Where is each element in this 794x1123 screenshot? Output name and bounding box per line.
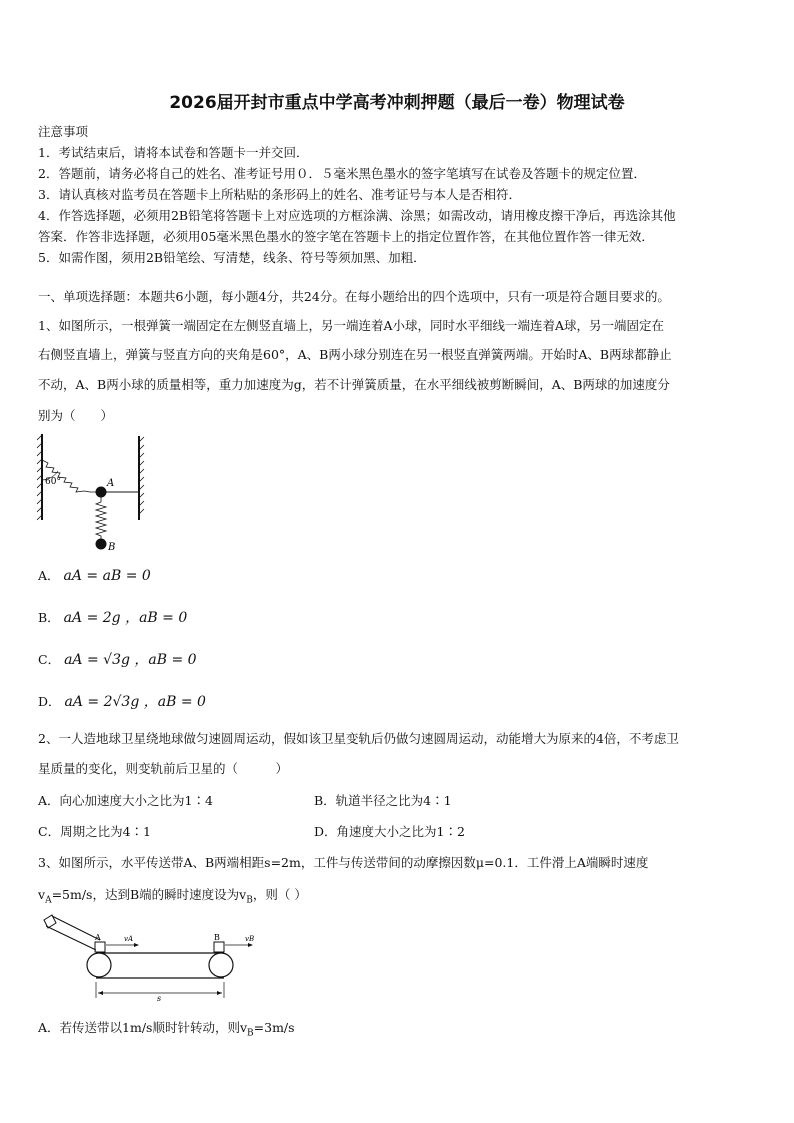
left-roller <box>87 953 111 977</box>
ball-a <box>96 487 107 498</box>
note-item: 2．答题前，请务必将自己的姓名、准考证号用０．５毫米黑色墨水的签字笔填写在试卷及答题卡的规定位置． <box>38 166 646 181</box>
q3-block-b-label: B <box>214 933 220 942</box>
q1-option-a[interactable] <box>38 566 151 584</box>
right-roller <box>209 953 233 977</box>
q1-text-line: 1、如图所示，一根弹簧一端固定在左侧竖直墙上，另一端连着A小球，同时水平细线一端连着A球，另一端固定在 <box>38 318 665 333</box>
q3-text: =5m/s，达到B端的瞬时速度设为v <box>51 887 247 902</box>
q1-option-expr: aA = 2√3g ，aB = 0 <box>64 694 206 710</box>
q1-option-letter: B． <box>38 610 60 625</box>
q1-option-expr: aA = 2g ，aB = 0 <box>63 610 188 626</box>
q2-text-line: 2、一人造地球卫星绕地球做匀速圆周运动，假如该卫星变轨后仍做匀速圆周运动，动能增大为原来的4倍，不考虑卫 <box>38 731 679 746</box>
note-item: 5．如需作图，须用2B铅笔绘、写清楚，线条、符号等须加黑、加粗． <box>38 250 426 265</box>
page-title: 2026届开封市重点中学高考冲刺押题（最后一卷）物理试卷 <box>169 93 625 113</box>
q1-option-d[interactable] <box>38 691 206 711</box>
q3-option-a[interactable] <box>38 1018 295 1039</box>
ball-b <box>96 539 107 550</box>
q3-conveyor-figure <box>38 912 260 1006</box>
q1-spring-figure <box>36 432 148 554</box>
q1-text-line: 不动，A、B两小球的质量相等，重力加速度为g，若不计弹簧质量，在水平细线被剪断瞬间，A、B两球的加速度分 <box>38 377 670 392</box>
ball-b-label: B <box>108 542 116 553</box>
q3-option-text: =3m/s <box>253 1020 295 1035</box>
note-item: 1．考试结束后，请将本试卷和答题卡一并交回． <box>38 145 309 160</box>
note-item: 3．请认真核对监考员在答题卡上所粘贴的条形码上的姓名、准考证号与本人是否相符． <box>38 187 521 202</box>
q2-option-a[interactable]: A．向心加速度大小之比为1∶4 <box>38 793 213 808</box>
q1-option-letter: A． <box>38 568 60 583</box>
q3-block-a-label: A <box>95 933 101 942</box>
q1-option-b[interactable] <box>38 607 187 627</box>
q3-va-label: vA <box>124 935 134 943</box>
q1-option-letter: C． <box>38 652 61 667</box>
note-item: 4．作答选择题，必须用2B铅笔将答题卡上对应选项的方框涂满、涂黑；如需改动，请用橡皮擦干净后，再选涂其他 <box>38 208 676 223</box>
q3-sub: A <box>45 895 52 906</box>
note-item: 答案．作答非选择题，必须用05毫米黑色墨水的签字笔在答题卡上的指定位置作答，在其他位置作答一律无效． <box>38 229 654 244</box>
q2-text-line: 星质量的变化，则变轨前后卫星的（ ） <box>38 761 289 776</box>
q1-text-line: 别为（ ） <box>38 408 114 423</box>
q1-option-expr: aA = √3g ，aB = 0 <box>64 652 197 668</box>
q1-option-expr: aA = aB = 0 <box>63 568 151 584</box>
ball-a-label: A <box>107 478 115 489</box>
q2-option-c[interactable]: C．周期之比为4∶1 <box>38 824 151 839</box>
q3-vb-label: vB <box>245 935 255 943</box>
q2-option-b[interactable]: B．轨道半径之比为4∶1 <box>314 793 452 808</box>
q3-var: v <box>38 887 46 902</box>
q3-distance-label: s <box>157 994 162 1003</box>
q1-option-letter: D． <box>38 694 61 709</box>
q3-sub: B <box>247 1028 254 1039</box>
q3-sub: B <box>246 895 253 906</box>
q2-option-d[interactable]: D．角速度大小之比为1∶2 <box>314 824 465 839</box>
q3-text-line-2 <box>38 885 307 906</box>
q3-option-text: A．若传送带以1m/s顺时针转动，则v <box>38 1020 248 1035</box>
q1-option-c[interactable] <box>38 649 197 669</box>
q1-angle-label: 60° <box>45 477 61 487</box>
q1-text-line: 右侧竖直墙上，弹簧与竖直方向的夹角是60°，A、B两小球分别连在另一根竖直弹簧两端。开始时A、B两球都静止 <box>38 347 672 362</box>
notes-heading: 注意事项 <box>38 124 89 139</box>
q3-text: ，则（ ） <box>252 887 307 902</box>
section-header: 一、单项选择题：本题共6小题，每小题4分，共24分。在每小题给出的四个选项中，只有一项是符合题目要求的。 <box>38 289 670 304</box>
q3-text-line: 3、如图所示，水平传送带A、B两端相距s=2m，工件与传送带间的动摩擦因数μ=0.1．工件滑上A端瞬时速度 <box>38 855 649 870</box>
